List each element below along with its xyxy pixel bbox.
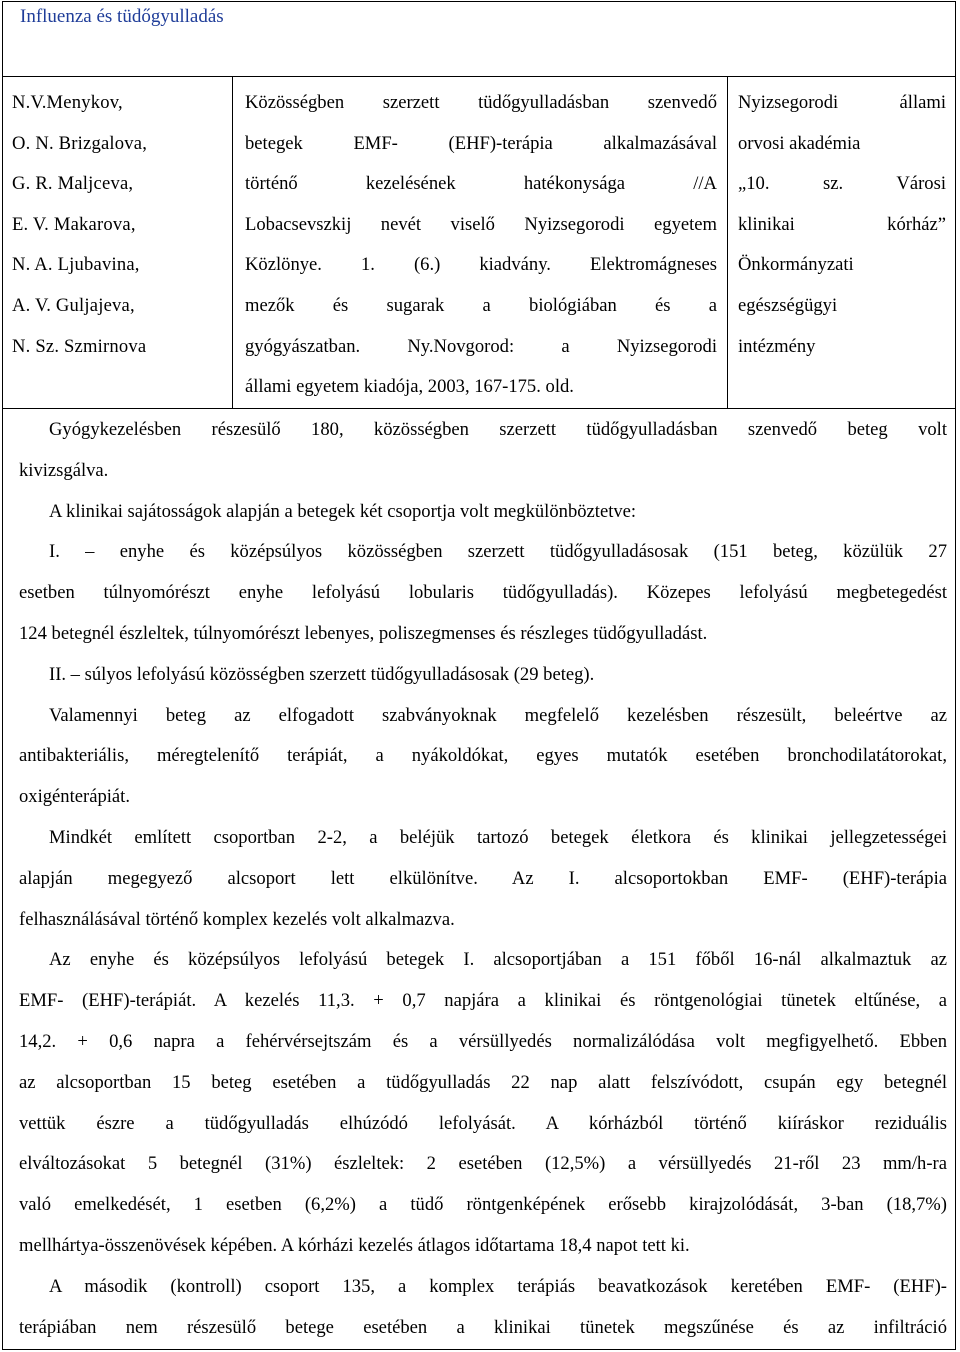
body-line: 14,2. + 0,6 napra a fehérvérsejtszám és a vérsüllyedés normalizálódása volt megfigyelhető. Ebben [19,1030,947,1052]
body-line: mellhártya-összenövések képében. A kórházi kezelés átlagos időtartama 18,4 napot tett ki. [19,1234,690,1256]
body-line: kivizsgálva. [19,459,109,481]
table-bottom-divider [2,408,956,409]
column-divider-left [232,76,233,408]
body-line: A klinikai sajátosságok alapján a betegek két csoportja volt megkülönböztetve: [49,500,637,522]
affiliation-line: intézmény [738,335,816,357]
column-divider-right [727,76,728,408]
affiliation-line: „10. sz. Városi [738,173,946,195]
body-line: EMF- (EHF)-terápiát. A kezelés 11,3. + 0,7 napjára a klinikai és röntgenológiai tünetek eltűnése, a [19,990,947,1012]
body-line: elváltozásokat 5 betegnél (31%) észleltek: 2 esetében (12,5%) a vérsüllyedés 21-ről 23 mm/h-ra [19,1153,947,1175]
affiliation-line: Nyizsegorodi állami [738,92,946,113]
authors-column [12,83,227,367]
citation-line: Lobacsevszkij nevét viselő Nyizsegorodi egyetem [245,213,717,235]
body-line: vettük észre a tüdőgyulladás elhúzódó lefolyását. A kórházból történő kiíráskor reziduális [19,1112,947,1134]
affiliation-line: egészségügyi [738,294,838,316]
citation-line: betegek EMF- (EHF)-terápia alkalmazásával [245,132,717,154]
author-name: O. N. Brizgalova, [12,132,148,154]
affiliation-line: klinikai kórház” [738,213,946,235]
body-line: esetben túlnyomórészt enyhe lefolyású lobularis tüdőgyulladás). Közepes lefolyású megbetegedést [19,582,947,604]
body-line: oxigénterápiát. [19,786,130,808]
body-line: antibakteriális, méregtelenítő terápiát, a nyákoldókat, egyes mutatók esetében bronchodilatátorokat, [19,745,947,767]
body-line: alapján megegyező alcsoport lett elkülönítve. Az I. alcsoportokban EMF- (EHF)-terápia [19,867,947,889]
citation-line: gyógyászatban. Ny.Novgorod: a Nyizsegorodi [245,335,717,357]
author-name: G. R. Maljceva, [12,173,134,195]
body-text [19,410,947,1348]
author-name: A. V. Guljajeva, [12,294,135,316]
body-line: terápiában nem részesülő betege esetében a klinikai tünetek megszűnése és az infiltráció [19,1316,947,1338]
citation-line: Közösségben szerzett tüdőgyulladásban szenvedő [245,92,717,113]
body-line: II. – súlyos lefolyású közösségben szerzett tüdőgyulladásosak (29 beteg). [49,663,595,685]
author-name: N. A. Ljubavina, [12,254,140,276]
body-line: 124 betegnél észleltek, túlnyomórészt lebenyes, poliszegmenses és részleges tüdőgyulladást. [19,622,708,644]
document-title: Influenza és tüdőgyulladás [20,6,224,27]
citation-line: Közlönye. 1. (6.) kiadvány. Elektromágneses [245,254,717,276]
author-name: N. Sz. Szmirnova [12,335,147,357]
body-line: Gyógykezelésben részesülő 180, közösségben szerzett tüdőgyulladásban szenvedő beteg volt [49,419,947,440]
citation-line: mezők és sugarak a biológiában és a [245,294,717,316]
body-line: Valamennyi beteg az elfogadott szabványoknak megfelelő kezelésben részesült, beleértve az [49,704,947,726]
body-line: az alcsoportban 15 beteg esetében a tüdőgyulladás 22 nap alatt felszívódott, csupán egy betegnél [19,1071,947,1093]
author-name: E. V. Makarova, [12,213,136,235]
affiliation-column [738,83,946,367]
citation-column [245,83,717,408]
citation-line: történő kezelésének hatékonysága //A [245,173,717,195]
body-line: való emelkedését, 1 esetben (6,2%) a tüdő röntgenképének erősebb kirajzolódását, 3-ban (18,7%) [19,1194,947,1216]
body-line: Az enyhe és középsúlyos lefolyású betegek I. alcsoportjában a 151 főből 16-nál alkalmaztuk az [49,949,947,971]
body-line: Mindkét említett csoportban 2-2, a beléjük tartozó betegek életkora és klinikai jellegzetességei [49,826,947,848]
affiliation-line: orvosi akadémia [738,132,861,154]
header-divider [2,76,956,77]
affiliation-line: Önkormányzati [738,254,854,276]
body-line: felhasználásával történő komplex kezelés volt alkalmazva. [19,908,455,930]
author-name: N.V.Menykov, [12,92,123,113]
body-line: A második (kontroll) csoport 135, a komplex terápiás beavatkozások keretében EMF- (EHF)- [49,1275,947,1297]
body-line: I. – enyhe és középsúlyos közösségben szerzett tüdőgyulladásosak (151 beteg, közülük 27 [49,541,947,563]
citation-line: állami egyetem kiadója, 2003, 167-175. old. [245,376,574,398]
